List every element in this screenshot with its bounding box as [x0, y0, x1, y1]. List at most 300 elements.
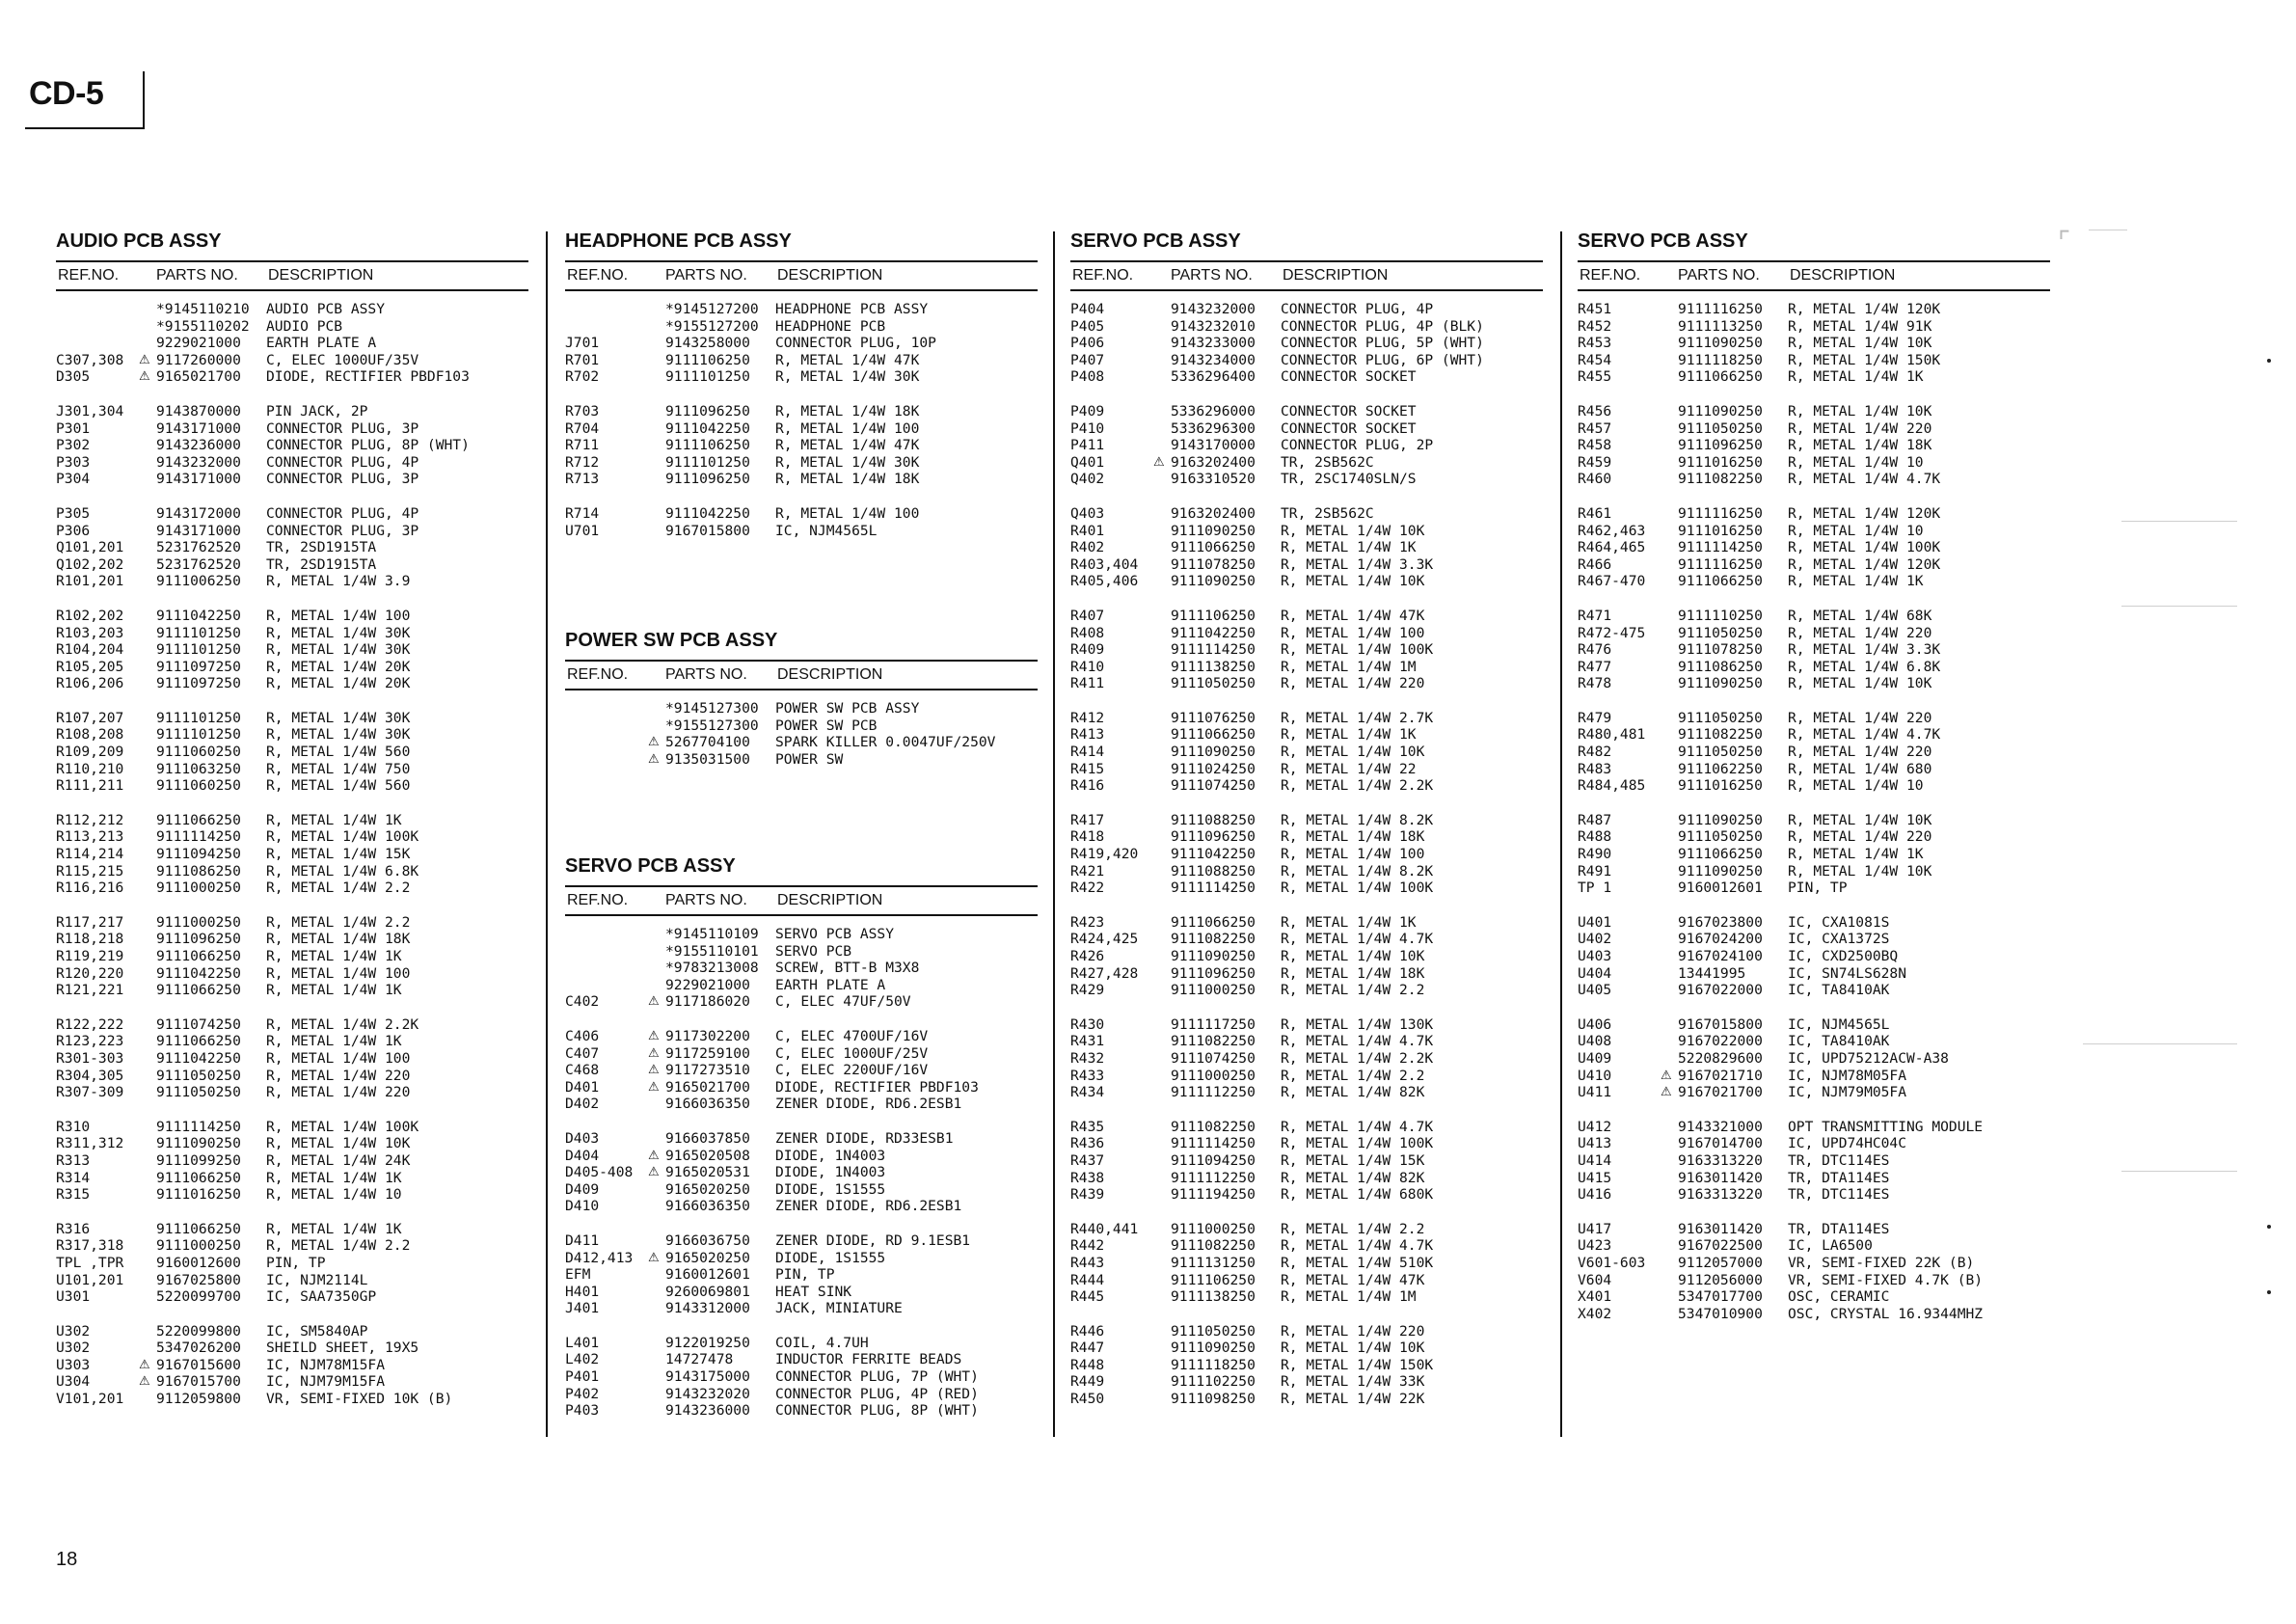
ref-number: J401 — [565, 1300, 600, 1317]
table-row — [1070, 965, 1543, 983]
parts-group — [1578, 301, 2050, 386]
part-description: IC, NJM2114L — [266, 1271, 368, 1288]
part-number: 9111113250 — [1678, 317, 1763, 335]
part-description: R, METAL 1/4W 1K — [266, 811, 402, 828]
table-row — [1578, 403, 2050, 420]
part-description: R, METAL 1/4W 100 — [775, 504, 920, 522]
parts-group — [1578, 505, 2050, 590]
ref-number: U402 — [1578, 931, 1612, 948]
table-row — [56, 471, 528, 488]
table-row — [565, 403, 1038, 420]
ref-number: R702 — [565, 368, 600, 386]
table-row — [56, 1170, 528, 1187]
parts-group — [1070, 812, 1543, 897]
part-description: R, METAL 1/4W 8.2K — [1281, 862, 1434, 880]
ref-number: R414 — [1070, 744, 1105, 761]
part-number: 9167014700 — [1678, 1135, 1763, 1152]
part-description: R, METAL 1/4W 1M — [1281, 658, 1417, 675]
ref-number: U408 — [1578, 1033, 1612, 1050]
section-title: SERVO PCB ASSY — [1578, 230, 1748, 252]
table-row — [56, 1033, 528, 1050]
part-number: 5336296400 — [1171, 368, 1256, 386]
safety-warning-icon: ⚠ — [648, 1045, 660, 1061]
table-row — [1578, 420, 2050, 438]
ref-number: R432 — [1070, 1049, 1105, 1067]
table-row — [565, 523, 1038, 540]
table-row — [1070, 659, 1543, 676]
table-row — [1070, 1288, 1543, 1306]
ref-number: H401 — [565, 1283, 600, 1300]
part-number: 14727478 — [665, 1351, 734, 1368]
parts-group — [56, 608, 528, 692]
ref-number: R457 — [1578, 420, 1612, 437]
table-row — [1070, 505, 1543, 523]
part-description: R, METAL 1/4W 6.8K — [1788, 658, 1941, 675]
part-number: 9111016250 — [1678, 453, 1763, 471]
ref-number: R482 — [1578, 744, 1612, 761]
part-description: R, METAL 1/4W 220 — [1281, 1322, 1425, 1340]
part-description: VR, SEMI-FIXED 10K (B) — [266, 1391, 453, 1408]
ref-number: R444 — [1070, 1271, 1105, 1288]
part-number: 9111090250 — [156, 1135, 241, 1152]
column-header-row — [565, 660, 1038, 690]
part-number: 9111101250 — [665, 453, 750, 471]
ref-number: R403,404 — [1070, 555, 1139, 573]
table-row — [56, 1084, 528, 1101]
ref-number: D305 — [56, 368, 91, 386]
table-row — [1578, 437, 2050, 454]
part-number: 9111090250 — [1678, 675, 1763, 692]
part-number: 9111066250 — [156, 948, 241, 964]
table-row — [1070, 1050, 1543, 1068]
part-number: 9111042250 — [156, 607, 241, 624]
part-number: 9111050250 — [1678, 744, 1763, 761]
part-description: HEADPHONE PCB ASSY — [775, 301, 929, 317]
part-number: *9145127300 — [665, 700, 759, 717]
safety-warning-icon: ⚠ — [1153, 454, 1165, 470]
table-row — [56, 403, 528, 420]
ref-number: C468 — [565, 1062, 600, 1079]
part-description: R, METAL 1/4W 100 — [775, 420, 920, 437]
table-row — [565, 1351, 1038, 1368]
ref-number: D404 — [565, 1147, 600, 1164]
ref-number: R116,216 — [56, 880, 124, 897]
ref-number: U410 — [1578, 1067, 1612, 1084]
part-number: 9111112250 — [1171, 1084, 1256, 1101]
ref-number: P305 — [56, 504, 91, 522]
part-description: CONNECTOR PLUG, 7P (WHT) — [775, 1368, 979, 1386]
part-description: POWER SW — [775, 750, 844, 768]
part-number: 9111006250 — [156, 573, 241, 590]
table-row — [56, 659, 528, 676]
table-row — [56, 1323, 528, 1340]
part-description: TR, 2SD1915TA — [266, 555, 377, 573]
ref-number: D403 — [565, 1129, 600, 1147]
part-number: 9111042250 — [156, 1049, 241, 1067]
margin-mark — [2121, 1171, 2237, 1172]
part-number: 9163313220 — [1678, 1186, 1763, 1204]
part-description: R, METAL 1/4W 2.2K — [1281, 1049, 1434, 1067]
ref-number: V101,201 — [56, 1391, 124, 1408]
table-row — [1578, 659, 2050, 676]
part-description: R, METAL 1/4W 10K — [266, 1135, 411, 1152]
ref-number: R112,212 — [56, 811, 124, 828]
ref-number: R110,210 — [56, 760, 124, 777]
table-row — [1578, 965, 2050, 983]
part-number: 9111050250 — [1678, 709, 1763, 726]
table-row — [56, 948, 528, 965]
ref-number: R121,221 — [56, 982, 124, 999]
ref-number: R701 — [565, 351, 600, 368]
ref-number: X401 — [1578, 1288, 1612, 1306]
column-header-ref: REF.NO. — [567, 892, 629, 908]
ref-number: TP 1 — [1578, 880, 1612, 897]
model-label-divider — [143, 71, 145, 129]
ref-number: R313 — [56, 1151, 91, 1169]
part-number: 9111118250 — [1171, 1356, 1256, 1373]
ref-number: U403 — [1578, 948, 1612, 964]
table-row — [1070, 301, 1543, 318]
table-row — [1070, 710, 1543, 727]
table-row — [1070, 675, 1543, 692]
part-description: R, METAL 1/4W 220 — [1788, 624, 1932, 641]
part-number: 9163011420 — [1678, 1169, 1763, 1186]
part-description: PIN, TP — [266, 1254, 326, 1271]
table-row — [1578, 675, 2050, 692]
ref-number: Q401 — [1070, 453, 1105, 471]
part-number: 9111086250 — [1678, 658, 1763, 675]
table-row — [1070, 403, 1543, 420]
ref-number: R483 — [1578, 760, 1612, 777]
ref-number: R416 — [1070, 777, 1105, 795]
part-description: OPT TRANSMITTING MODULE — [1788, 1118, 1984, 1135]
part-number: 9111000250 — [156, 913, 241, 931]
parts-group — [565, 926, 1038, 1011]
table-row — [1070, 523, 1543, 540]
ref-number: R407 — [1070, 607, 1105, 624]
table-row — [1070, 1323, 1543, 1340]
ref-number: R491 — [1578, 862, 1612, 880]
ref-number: R464,465 — [1578, 539, 1646, 556]
part-description: PIN, TP — [1788, 880, 1848, 897]
section-headphone-pcb — [565, 230, 1038, 556]
part-number: 9111050250 — [1678, 828, 1763, 846]
table-row — [1578, 1255, 2050, 1272]
ref-number: R443 — [1070, 1254, 1105, 1271]
part-description: R, METAL 1/4W 1K — [1281, 726, 1417, 744]
ref-number: R435 — [1070, 1118, 1105, 1135]
table-row — [565, 977, 1038, 994]
part-number: 9260069801 — [665, 1283, 750, 1300]
ref-number: R102,202 — [56, 607, 124, 624]
column-divider-2 — [1053, 231, 1055, 1437]
part-description: R, METAL 1/4W 120K — [1788, 504, 1941, 522]
ref-number: R488 — [1578, 828, 1612, 846]
margin-dot — [2267, 1225, 2271, 1229]
table-row — [1578, 1050, 2050, 1068]
table-row — [56, 761, 528, 778]
table-row — [565, 1181, 1038, 1199]
part-number: 9111066250 — [1678, 573, 1763, 590]
table-row — [1578, 556, 2050, 574]
part-number: 9111000250 — [156, 880, 241, 897]
part-description: R, METAL 1/4W 1K — [1281, 539, 1417, 556]
table-row — [565, 993, 1038, 1011]
part-number: 9111042250 — [665, 504, 750, 522]
table-row — [1578, 1221, 2050, 1238]
table-row — [1070, 641, 1543, 659]
ref-number: Q402 — [1070, 471, 1105, 488]
table-row — [1578, 777, 2050, 795]
table-row — [1070, 471, 1543, 488]
part-description: R, METAL 1/4W 560 — [266, 777, 411, 795]
part-number: 9167015600 — [156, 1356, 241, 1373]
part-description: SPARK KILLER 0.0047UF/250V — [775, 734, 996, 751]
part-description: CONNECTOR PLUG, 4P (RED) — [775, 1385, 979, 1402]
parts-group — [1578, 1221, 2050, 1323]
part-description: R, METAL 1/4W 22K — [1281, 1391, 1425, 1408]
part-number: 9111066250 — [1171, 913, 1256, 931]
part-description: R, METAL 1/4W 10K — [1788, 811, 1932, 828]
part-description: R, METAL 1/4W 10K — [1281, 744, 1425, 761]
part-number: 9143232000 — [156, 453, 241, 471]
ref-number: R106,206 — [56, 675, 124, 692]
table-row — [1070, 777, 1543, 795]
part-number: 9111116250 — [1678, 301, 1763, 317]
part-number: 9111096250 — [156, 931, 241, 948]
table-row — [565, 1300, 1038, 1317]
table-row — [1070, 828, 1543, 846]
ref-number: P302 — [56, 437, 91, 454]
part-description: R, METAL 1/4W 100K — [1788, 539, 1941, 556]
table-row — [1578, 335, 2050, 352]
part-number: 9111078250 — [1171, 555, 1256, 573]
part-description: IC, UPD75212ACW-A38 — [1788, 1049, 1949, 1067]
table-row — [565, 943, 1038, 961]
table-row — [56, 505, 528, 523]
part-number: 9163202400 — [1171, 504, 1256, 522]
part-description: ZENER DIODE, RD6.2ESB1 — [775, 1096, 962, 1113]
part-number: 9111062250 — [1678, 760, 1763, 777]
part-number: 9111088250 — [1171, 862, 1256, 880]
part-description: IC, TA8410AK — [1788, 1033, 1890, 1050]
part-description: R, METAL 1/4W 1K — [266, 1033, 402, 1050]
ref-number: U411 — [1578, 1084, 1612, 1101]
part-number: 9122019250 — [665, 1334, 750, 1351]
ref-number: R712 — [565, 453, 600, 471]
ref-number: R316 — [56, 1220, 91, 1237]
table-row — [56, 1050, 528, 1068]
table-row — [56, 1357, 528, 1374]
table-row — [56, 608, 528, 625]
part-description: AUDIO PCB ASSY — [266, 301, 386, 317]
table-row — [1070, 914, 1543, 932]
ref-number: R713 — [565, 471, 600, 488]
table-row — [1070, 1016, 1543, 1034]
ref-number: D412,413 — [565, 1249, 634, 1266]
part-description: R, METAL 1/4W 220 — [1281, 675, 1425, 692]
table-row — [565, 1079, 1038, 1096]
part-description: IC, NJM4565L — [775, 522, 878, 539]
part-number: 9135031500 — [665, 750, 750, 768]
parts-group — [1070, 1221, 1543, 1306]
safety-warning-icon: ⚠ — [139, 369, 150, 385]
ref-number: R453 — [1578, 335, 1612, 352]
ref-number: Q101,201 — [56, 539, 124, 556]
part-description: OSC, CRYSTAL 16.9344MHZ — [1788, 1305, 1984, 1322]
part-description: R, METAL 1/4W 220 — [266, 1067, 411, 1084]
table-row — [56, 1221, 528, 1238]
part-description: TR, 2SD1915TA — [266, 539, 377, 556]
part-number: 9166036350 — [665, 1096, 750, 1113]
section-title: POWER SW PCB ASSY — [565, 630, 778, 651]
part-number: *9155127200 — [665, 317, 759, 335]
part-number: 9143232010 — [1171, 317, 1256, 335]
part-number: 9111066250 — [1678, 846, 1763, 863]
ref-number: R114,214 — [56, 846, 124, 863]
ref-number: R107,207 — [56, 709, 124, 726]
table-row — [565, 1062, 1038, 1079]
part-number: 5267704100 — [665, 734, 750, 751]
ref-number: R119,219 — [56, 948, 124, 964]
column-header-ref: REF.NO. — [567, 267, 629, 284]
ref-number: R433 — [1070, 1067, 1105, 1084]
part-number: *9145110109 — [665, 926, 759, 942]
part-description: R, METAL 1/4W 15K — [266, 846, 411, 863]
ref-number: R113,213 — [56, 828, 124, 846]
table-row — [565, 1130, 1038, 1148]
part-description: HEADPHONE PCB — [775, 317, 886, 335]
table-row — [1070, 1186, 1543, 1204]
table-row — [56, 1340, 528, 1357]
part-description: R, METAL 1/4W 30K — [266, 709, 411, 726]
part-number: 9111194250 — [1171, 1186, 1256, 1204]
ref-number: U409 — [1578, 1049, 1612, 1067]
part-number: 9167022000 — [1678, 1033, 1763, 1050]
table-row — [56, 1135, 528, 1152]
part-number: 9167022500 — [1678, 1237, 1763, 1255]
part-number: 9111060250 — [156, 744, 241, 761]
part-description: IC, TA8410AK — [1788, 982, 1890, 999]
part-description: R, METAL 1/4W 10K — [1281, 522, 1425, 539]
part-number: 9111138250 — [1171, 1288, 1256, 1306]
table-row — [565, 352, 1038, 369]
ref-number: R412 — [1070, 709, 1105, 726]
part-number: 9143321000 — [1678, 1118, 1763, 1135]
parts-group — [565, 301, 1038, 386]
part-description: R, METAL 1/4W 100K — [266, 1118, 419, 1135]
table-row — [1578, 1170, 2050, 1187]
part-number: *9145127200 — [665, 301, 759, 317]
table-row — [1578, 914, 2050, 932]
column-header-row — [1578, 260, 2050, 291]
part-description: CONNECTOR PLUG, 4P — [266, 453, 419, 471]
safety-warning-icon: ⚠ — [648, 1079, 660, 1095]
part-number: 9165020508 — [665, 1147, 750, 1164]
part-number: 9111042250 — [665, 420, 750, 437]
ref-number: R101,201 — [56, 573, 124, 590]
part-number: 9143312000 — [665, 1300, 750, 1317]
part-number: 9111042250 — [1171, 846, 1256, 863]
part-description: R, METAL 1/4W 1K — [266, 1220, 402, 1237]
part-number: 9111088250 — [1171, 811, 1256, 828]
part-description: HEAT SINK — [775, 1283, 852, 1300]
parts-group — [56, 301, 528, 386]
part-description: R, METAL 1/4W 10 — [1788, 522, 1924, 539]
safety-warning-icon: ⚠ — [648, 735, 660, 750]
table-row — [565, 1045, 1038, 1063]
table-row — [56, 556, 528, 574]
table-row — [56, 1016, 528, 1034]
part-number: 9111060250 — [156, 777, 241, 795]
table-row — [56, 1255, 528, 1272]
ref-number: U303 — [56, 1356, 91, 1373]
part-description: R, METAL 1/4W 10 — [1788, 777, 1924, 795]
ref-number: R111,211 — [56, 777, 124, 795]
part-description: SERVO PCB ASSY — [775, 926, 895, 942]
column-header-description: DESCRIPTION — [268, 267, 374, 284]
part-description: CONNECTOR PLUG, 8P (WHT) — [266, 437, 470, 454]
table-row — [565, 1402, 1038, 1420]
table-row — [1578, 1016, 2050, 1034]
table-row — [1070, 335, 1543, 352]
part-number: 5347017700 — [1678, 1288, 1763, 1306]
part-number: 9111106250 — [1171, 607, 1256, 624]
part-description: R, METAL 1/4W 82K — [1281, 1169, 1425, 1186]
part-description: TR, DTA114ES — [1788, 1169, 1890, 1186]
ref-number: R422 — [1070, 880, 1105, 897]
table-row — [565, 420, 1038, 438]
ref-number: U101,201 — [56, 1271, 124, 1288]
ref-number: R436 — [1070, 1135, 1105, 1152]
table-row — [565, 1266, 1038, 1284]
parts-group — [56, 1016, 528, 1101]
table-row — [1070, 318, 1543, 336]
column-header-row — [565, 885, 1038, 916]
table-row — [565, 1028, 1038, 1045]
ref-number: U401 — [1578, 913, 1612, 931]
table-row — [1578, 1272, 2050, 1289]
part-description: SERVO PCB — [775, 942, 852, 960]
part-number: 9111096250 — [665, 471, 750, 488]
column-header-parts: PARTS NO. — [1678, 267, 1760, 284]
part-number: 9167015800 — [1678, 1015, 1763, 1033]
part-description: VR, SEMI-FIXED 22K (B) — [1788, 1254, 1975, 1271]
table-row — [1070, 573, 1543, 590]
part-number: 9111082250 — [1171, 1237, 1256, 1255]
part-number: *9155110101 — [665, 942, 759, 960]
part-number: 9111000250 — [1171, 1067, 1256, 1084]
part-number: 9111097250 — [156, 658, 241, 675]
table-row — [56, 1373, 528, 1391]
part-number: 9167023800 — [1678, 913, 1763, 931]
ref-number: R442 — [1070, 1237, 1105, 1255]
table-row — [1070, 1272, 1543, 1289]
part-description: TR, DTA114ES — [1788, 1220, 1890, 1237]
part-description: DIODE, 1S1555 — [775, 1249, 886, 1266]
parts-group — [1070, 1323, 1543, 1408]
parts-group — [1578, 403, 2050, 488]
part-description: R, METAL 1/4W 10K — [1281, 573, 1425, 590]
part-number: 9111096250 — [1678, 437, 1763, 454]
parts-group — [56, 914, 528, 999]
part-description: IC, NJM79M15FA — [266, 1373, 386, 1391]
part-number: 5231762520 — [156, 539, 241, 556]
part-description: R, METAL 1/4W 18K — [1281, 964, 1425, 982]
table-row — [565, 1250, 1038, 1267]
part-description: CONNECTOR PLUG, 4P (BLK) — [1281, 317, 1484, 335]
table-row — [56, 982, 528, 999]
